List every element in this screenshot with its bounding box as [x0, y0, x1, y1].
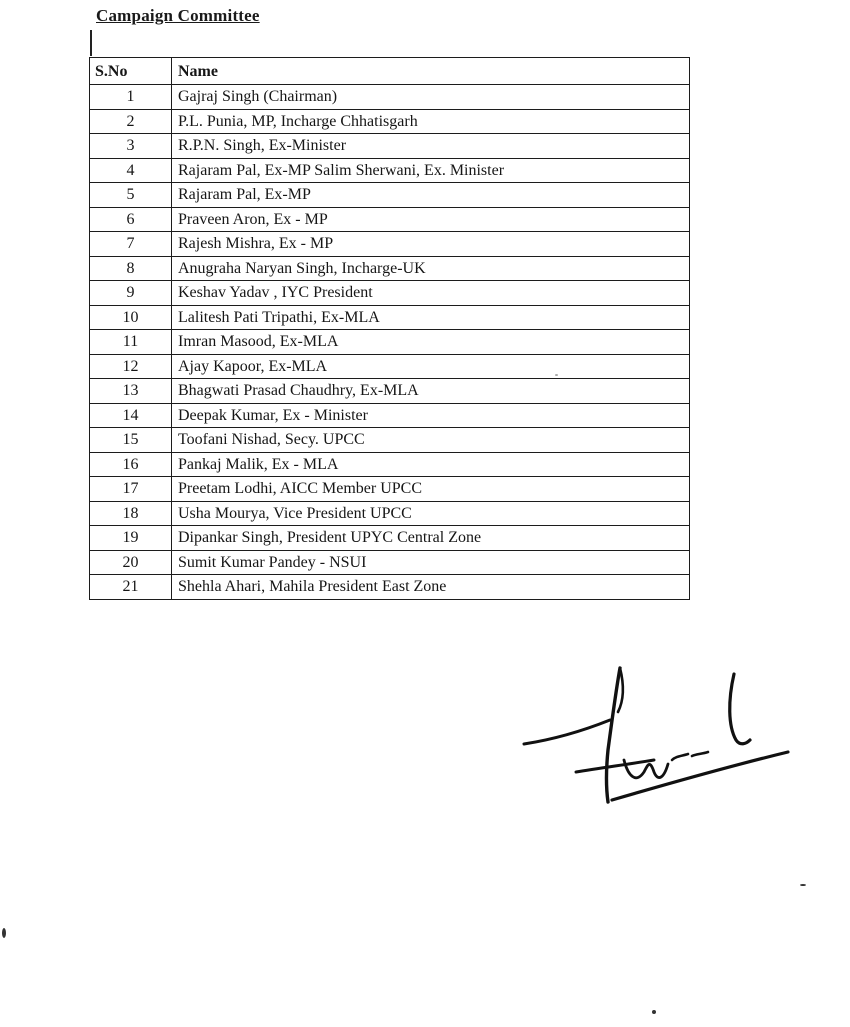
table-row — [90, 330, 690, 355]
scan-speck — [800, 884, 806, 886]
scan-speck — [555, 374, 558, 376]
row-member-name: Lalitesh Pati Tripathi, Ex-MLA — [172, 305, 690, 330]
row-serial-number: 7 — [90, 232, 172, 257]
row-serial-number: 9 — [90, 281, 172, 306]
row-member-name: Shehla Ahari, Mahila President East Zone — [172, 575, 690, 600]
table-row — [90, 232, 690, 257]
row-member-name: Ajay Kapoor, Ex-MLA — [172, 354, 690, 379]
table-row — [90, 379, 690, 404]
committee-table — [89, 57, 690, 600]
row-member-name: Sumit Kumar Pandey - NSUI — [172, 550, 690, 575]
table-row — [90, 477, 690, 502]
row-serial-number: 17 — [90, 477, 172, 502]
row-member-name: Keshav Yadav , IYC President — [172, 281, 690, 306]
table-row — [90, 256, 690, 281]
row-serial-number: 2 — [90, 109, 172, 134]
row-serial-number: 15 — [90, 428, 172, 453]
row-serial-number: 12 — [90, 354, 172, 379]
table-body — [90, 85, 690, 600]
row-member-name: Preetam Lodhi, AICC Member UPCC — [172, 477, 690, 502]
row-serial-number: 19 — [90, 526, 172, 551]
table-row — [90, 305, 690, 330]
row-serial-number: 5 — [90, 183, 172, 208]
row-member-name: Rajaram Pal, Ex-MP — [172, 183, 690, 208]
row-serial-number: 1 — [90, 85, 172, 110]
row-member-name: Bhagwati Prasad Chaudhry, Ex-MLA — [172, 379, 690, 404]
table-row — [90, 526, 690, 551]
row-member-name: Praveen Aron, Ex - MP — [172, 207, 690, 232]
table-row — [90, 281, 690, 306]
row-serial-number: 3 — [90, 134, 172, 159]
row-serial-number: 14 — [90, 403, 172, 428]
table-row — [90, 354, 690, 379]
scan-speck — [2, 928, 6, 938]
row-serial-number: 20 — [90, 550, 172, 575]
row-member-name: Rajesh Mishra, Ex - MP — [172, 232, 690, 257]
table-row — [90, 158, 690, 183]
column-header-name: Name — [172, 58, 690, 85]
table-row — [90, 452, 690, 477]
row-member-name: Deepak Kumar, Ex - Minister — [172, 403, 690, 428]
signature-strokes — [524, 668, 788, 802]
row-member-name: Gajraj Singh (Chairman) — [172, 85, 690, 110]
table-row — [90, 428, 690, 453]
row-member-name: P.L. Punia, MP, Incharge Chhatisgarh — [172, 109, 690, 134]
table-row — [90, 207, 690, 232]
row-member-name: Usha Mourya, Vice President UPCC — [172, 501, 690, 526]
document-title: Campaign Committee — [96, 6, 260, 25]
column-header-sno: S.No — [90, 58, 172, 85]
margin-rule — [90, 30, 92, 56]
row-member-name: Anugraha Naryan Singh, Incharge-UK — [172, 256, 690, 281]
table-row — [90, 183, 690, 208]
row-member-name: Rajaram Pal, Ex-MP Salim Sherwani, Ex. Minister — [172, 158, 690, 183]
table-row — [90, 501, 690, 526]
row-serial-number: 11 — [90, 330, 172, 355]
row-member-name: Toofani Nishad, Secy. UPCC — [172, 428, 690, 453]
row-serial-number: 6 — [90, 207, 172, 232]
row-serial-number: 13 — [90, 379, 172, 404]
row-serial-number: 18 — [90, 501, 172, 526]
table-row — [90, 403, 690, 428]
scan-speck — [652, 1010, 656, 1014]
row-serial-number: 4 — [90, 158, 172, 183]
table-row — [90, 575, 690, 600]
row-serial-number: 10 — [90, 305, 172, 330]
table-row — [90, 550, 690, 575]
table-row — [90, 85, 690, 110]
row-member-name: Pankaj Malik, Ex - MLA — [172, 452, 690, 477]
row-member-name: R.P.N. Singh, Ex-Minister — [172, 134, 690, 159]
row-serial-number: 21 — [90, 575, 172, 600]
table-row — [90, 109, 690, 134]
row-member-name: Dipankar Singh, President UPYC Central Zone — [172, 526, 690, 551]
handwritten-signature-icon — [520, 660, 800, 810]
row-serial-number: 16 — [90, 452, 172, 477]
row-member-name: Imran Masood, Ex-MLA — [172, 330, 690, 355]
table-header-row — [90, 58, 690, 85]
row-serial-number: 8 — [90, 256, 172, 281]
table-row — [90, 134, 690, 159]
